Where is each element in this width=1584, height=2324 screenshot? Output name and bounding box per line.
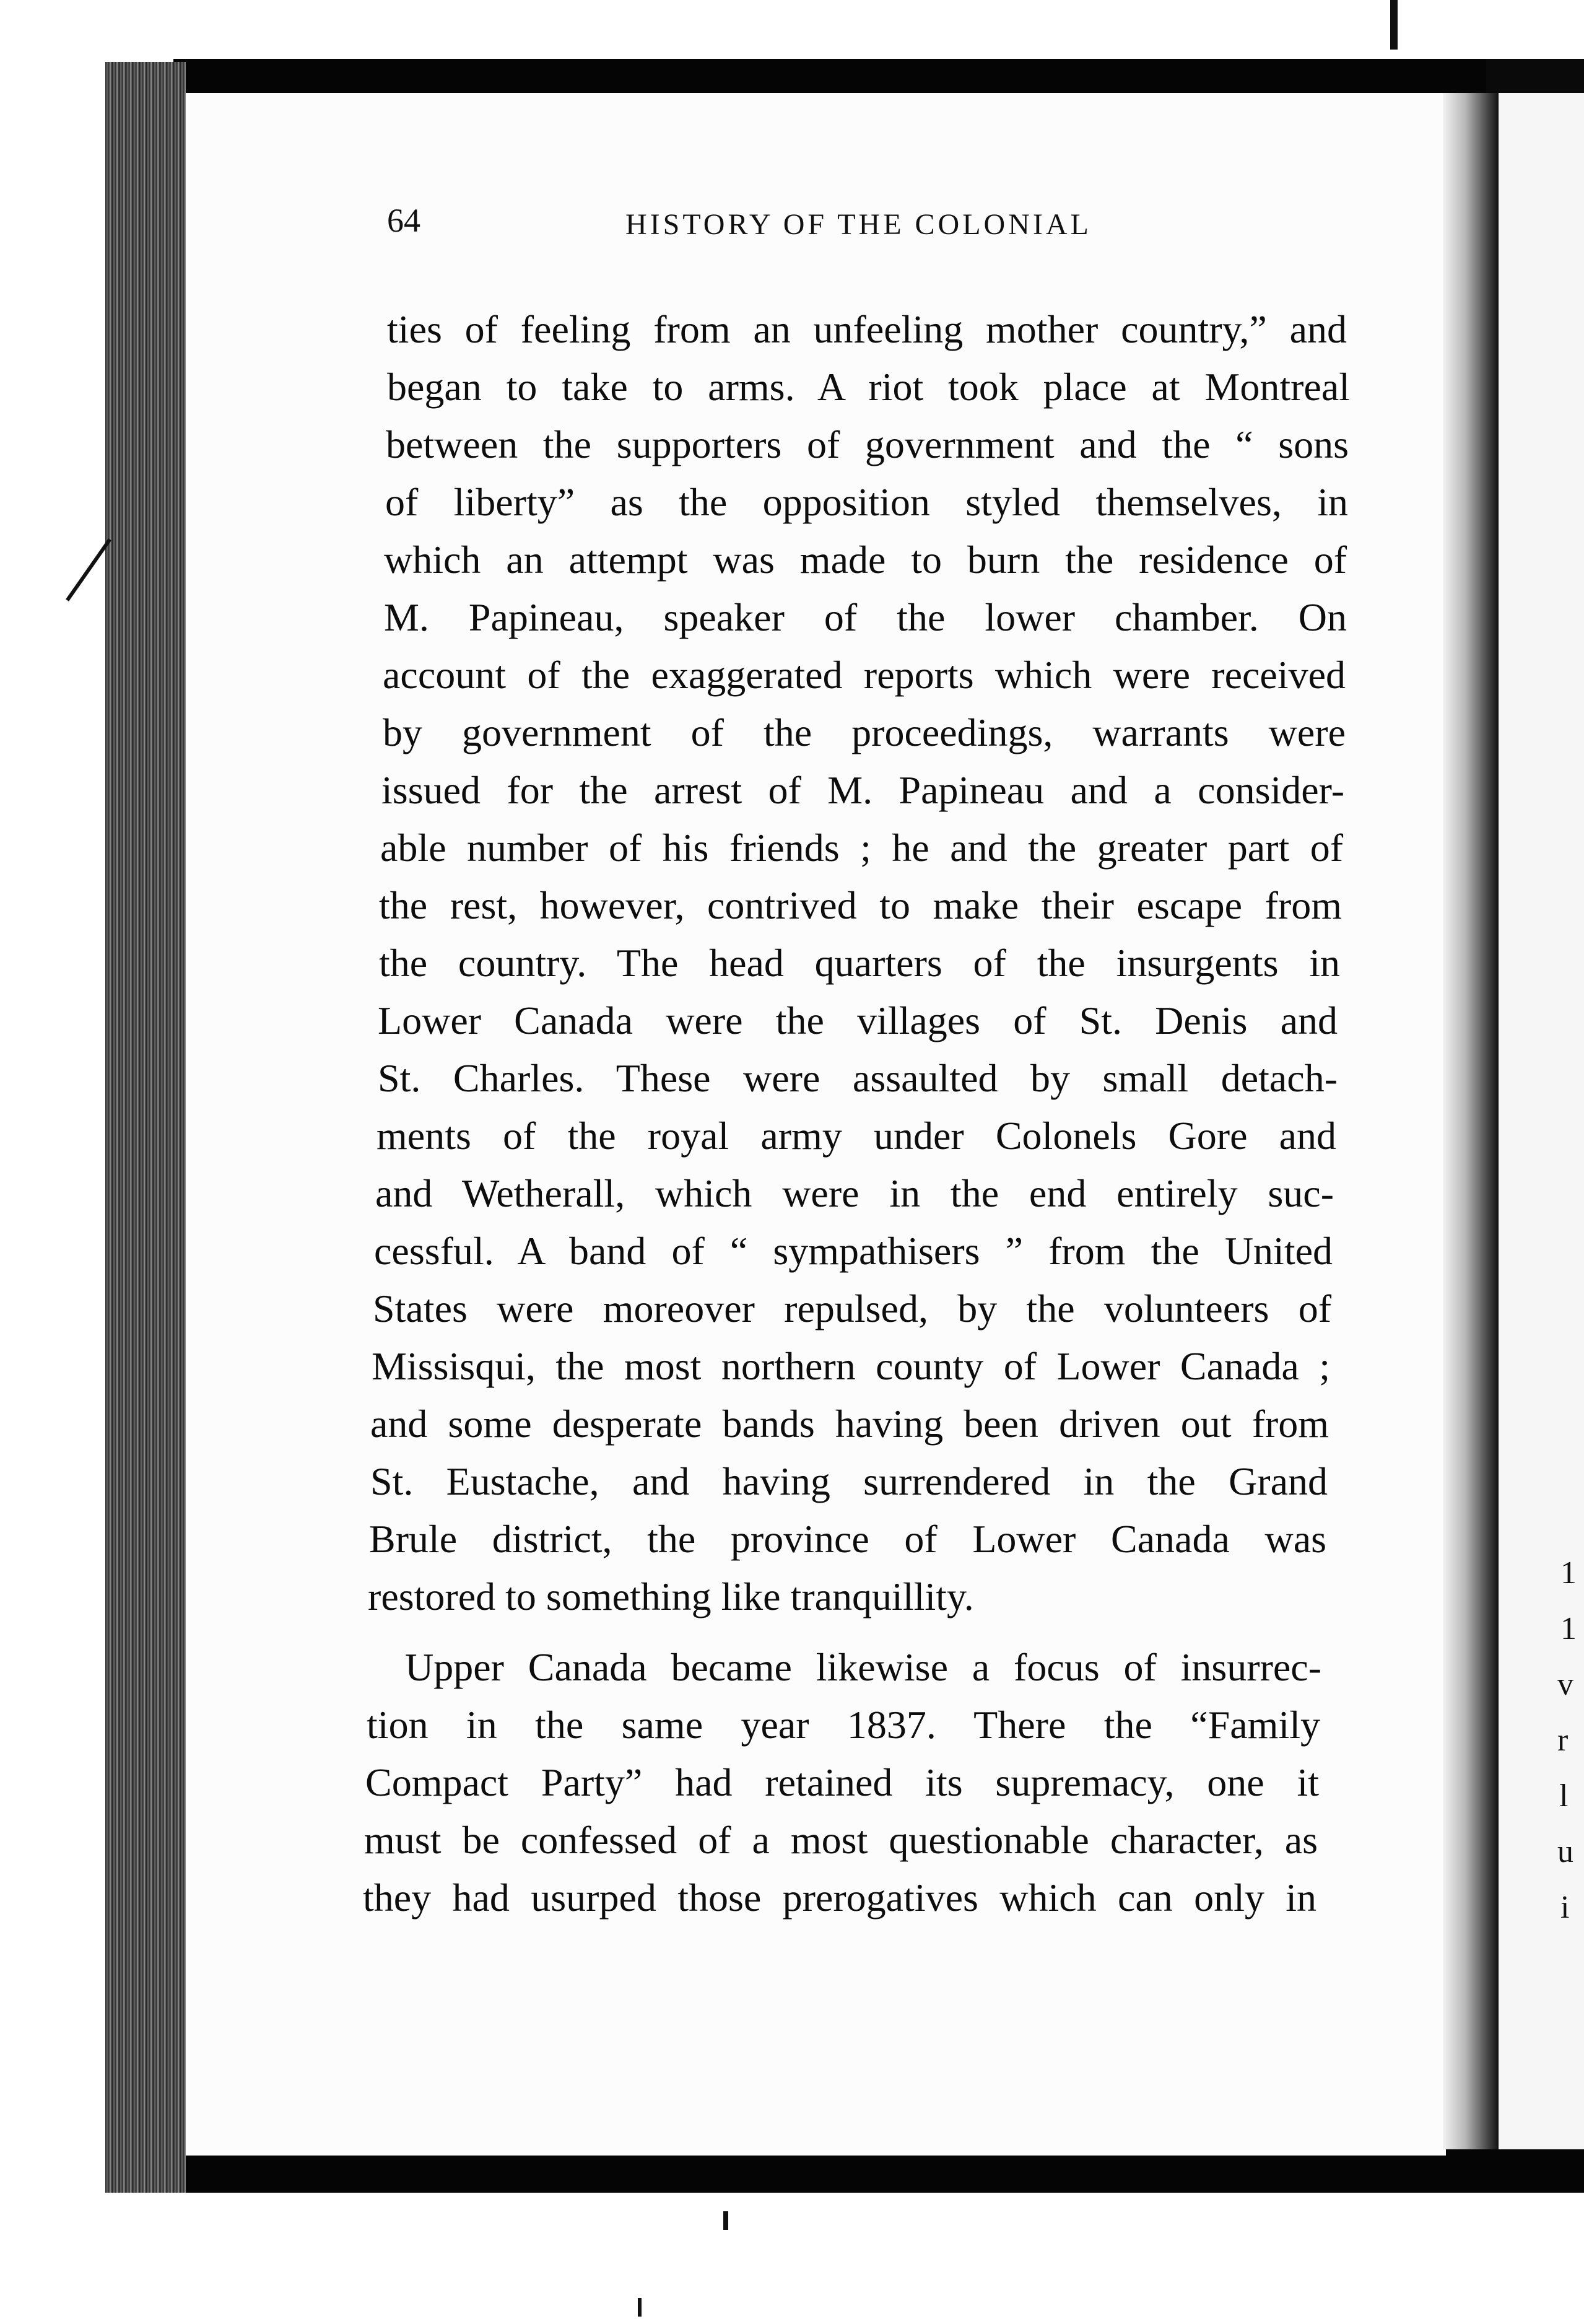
film-scratch bbox=[66, 538, 111, 601]
page-number: 64 bbox=[387, 202, 420, 239]
page-gutter-shadow bbox=[1443, 93, 1499, 2149]
body-text-line: Missisqui, the most northern county of Lower Canada ; bbox=[372, 1344, 1330, 1388]
body-text-line: and some desperate bands having been driven out from bbox=[370, 1402, 1329, 1446]
film-speck bbox=[723, 2211, 728, 2230]
body-text-line: tion in the same year 1837. There the “Family bbox=[367, 1703, 1320, 1747]
facing-page-glyph: l bbox=[1559, 1778, 1569, 1814]
facing-page-glyph: i bbox=[1560, 1890, 1570, 1925]
body-text-line: began to take to arms. A riot took place at Montreal bbox=[387, 365, 1350, 409]
body-text-line: and Wetherall, which were in the end entirely suc- bbox=[375, 1171, 1334, 1215]
facing-page-glyph: 1 bbox=[1560, 1611, 1577, 1646]
running-title: HISTORY OF THE COLONIAL bbox=[625, 208, 1092, 241]
film-scratch bbox=[1390, 0, 1398, 50]
body-text-line: restored to something like tranquillity. bbox=[368, 1575, 974, 1618]
body-text-line: Brule district, the province of Lower Canada was bbox=[369, 1517, 1326, 1561]
facing-page-glyph: 1 bbox=[1560, 1555, 1577, 1591]
body-text-line: St. Eustache, and having surrendered in the Grand bbox=[370, 1459, 1328, 1503]
film-border-bottom bbox=[167, 2149, 1584, 2193]
facing-page-glyph: v bbox=[1557, 1667, 1573, 1702]
body-text-line: between the supporters of government and the “ sons bbox=[386, 422, 1349, 466]
body-text-line: States were moreover repulsed, by the volunteers of bbox=[373, 1286, 1331, 1330]
body-text-line: which an attempt was made to burn the residence of bbox=[384, 538, 1347, 582]
body-text-line: account of the exaggerated reports which were received bbox=[383, 653, 1346, 697]
body-text-line: M. Papineau, speaker of the lower chamber. On bbox=[384, 595, 1347, 639]
body-text-line: cessful. A band of “ sympathisers ” from the United bbox=[374, 1229, 1333, 1273]
body-text-line: Upper Canada became likewise a focus of insurrec- bbox=[405, 1645, 1321, 1689]
body-text-line: Compact Party” had retained its supremacy, one it bbox=[365, 1760, 1319, 1804]
body-text-line: of liberty” as the opposition styled themselves, in bbox=[385, 480, 1348, 524]
facing-page-glyph: u bbox=[1557, 1834, 1573, 1869]
body-text-line: Lower Canada were the villages of St. Denis and bbox=[378, 998, 1338, 1042]
body-text-line: must be confessed of a most questionable character, as bbox=[364, 1818, 1318, 1862]
body-text-line: they had usurped those prerogatives which can only in bbox=[363, 1876, 1316, 1920]
body-text-line: by government of the proceedings, warrants were bbox=[383, 710, 1346, 754]
body-text-line: issued for the arrest of M. Papineau and a consider- bbox=[381, 768, 1344, 812]
book-spine-edge bbox=[105, 62, 186, 2193]
body-text-line: the country. The head quarters of the insurgents in bbox=[379, 941, 1340, 985]
body-text-line: the rest, however, contrived to make their escape from bbox=[379, 883, 1342, 927]
facing-page-glyph: r bbox=[1557, 1723, 1569, 1758]
body-text-line: St. Charles. These were assaulted by small detach- bbox=[378, 1056, 1338, 1100]
body-text-line: ments of the royal army under Colonels Gore and bbox=[376, 1114, 1336, 1158]
film-speck bbox=[638, 2298, 642, 2317]
body-text-line: able number of his friends ; he and the greater part of bbox=[380, 826, 1343, 870]
body-text-line: ties of feeling from an unfeeling mother country,” and bbox=[387, 307, 1347, 351]
